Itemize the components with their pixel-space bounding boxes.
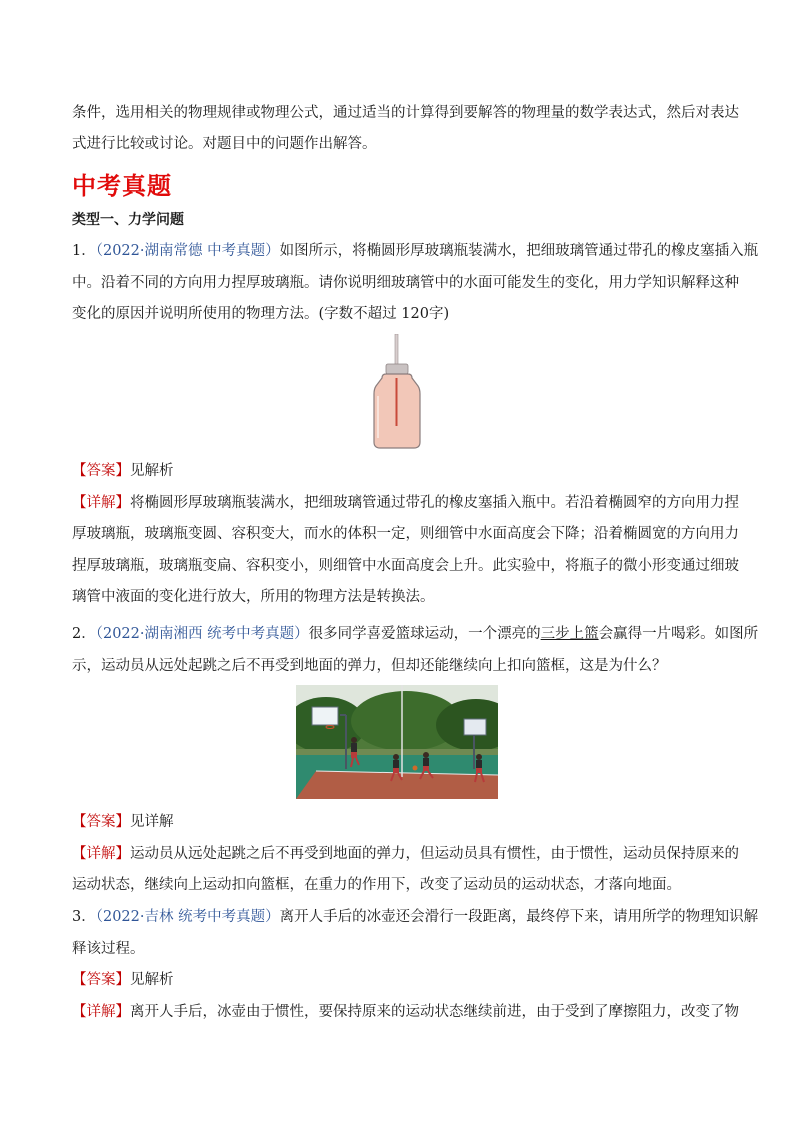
question-2-line [72, 619, 759, 651]
question-number: 2． [72, 626, 96, 642]
question-number: 3． [72, 909, 96, 925]
detail-text: 厚玻璃瓶，玻璃瓶变圆、容积变大，而水的体积一定，则细管中水面高度会下降；沿着椭圆宽的方向用力 [72, 526, 739, 542]
detail-text: 运动员从远处起跳之后不再受到地面的弹力，但运动员具有惯性，由于惯性，运动员保持原来的 [130, 845, 739, 862]
question-source: （2022·吉林 统考中考真题） [95, 909, 280, 925]
question-text: 变化的原因并说明所使用的物理方法。(字数不超过 120字) [72, 306, 450, 322]
question-text: 释该过程。 [72, 940, 145, 957]
question-2 [72, 619, 759, 682]
answer-tag: 【答案】 [72, 814, 130, 830]
answer-text: 见解析 [130, 972, 174, 988]
detail-line [72, 488, 739, 520]
detail-text: 璃管中液面的变化进行放大，所用的物理方法是转换法。 [72, 589, 435, 605]
question-text: 中。沿着不同的方向用力捏厚玻璃瓶。请你说明细玻璃管中的水面可能发生的变化，用力学知识解释这种 [72, 274, 739, 291]
basketball-photo [296, 685, 498, 799]
backboard [464, 719, 486, 735]
question-1 [72, 236, 759, 331]
court-red-area [296, 771, 498, 799]
detail-text: 运动状态，继续向上运动扣向篮框，在重力的作用下，改变了运动员的运动状态，才落向地面。 [72, 877, 681, 893]
underlined-term: 三步上篮 [540, 626, 599, 642]
answer-text: 见详解 [130, 814, 174, 830]
answer-line [72, 965, 722, 997]
detail-text: 捏厚玻璃瓶，玻璃瓶变扁、容积变小，则细管中水面高度会上升。此实验中，将瓶子的微小形变通过细玻 [72, 557, 739, 574]
subsection-heading: 类型一、力学问题 [72, 212, 184, 228]
question-text: 离开人手后的冰壶还会滑行一段距离，最终停下来，请用所学的物理知识解 [279, 909, 759, 925]
intro-line: 条件，选用相关的物理规律或物理公式，通过适当的计算得到要解答的物理量的数学表达式，然后对表达 [72, 105, 739, 121]
backboard [312, 707, 338, 725]
answer-line [72, 456, 722, 488]
detail-tag: 【详解】 [72, 845, 130, 862]
question-2-answer [72, 807, 739, 902]
detail-line [72, 839, 739, 871]
question-1-line [72, 236, 759, 268]
question-text: 很多同学喜爱篮球运动，一个漂亮的 [308, 626, 541, 642]
question-1-answer [72, 456, 739, 614]
question-source: （2022·湖南湘西 统考中考真题） [95, 626, 309, 642]
answer-line [72, 807, 722, 839]
detail-line [72, 997, 739, 1029]
answer-tag: 【答案】 [72, 972, 130, 988]
detail-text: 将椭圆形厚玻璃瓶装满水，把细玻璃管通过带孔的橡皮塞插入瓶中。若沿着椭圆窄的方向用力捏 [130, 494, 739, 511]
question-text: 会赢得一片喝彩。如图所 [598, 626, 759, 642]
answer-text: 见解析 [130, 463, 174, 479]
question-3-line [72, 902, 759, 934]
question-text: 如图所示，将椭圆形厚玻璃瓶装满水，把细玻璃管通过带孔的橡皮塞插入瓶 [279, 243, 759, 259]
answer-tag: 【答案】 [72, 463, 130, 479]
intro-paragraph [72, 98, 739, 160]
detail-tag: 【详解】 [72, 494, 130, 511]
question-number: 1． [72, 243, 96, 259]
question-source: （2022·湖南常德 中考真题） [95, 243, 280, 259]
intro-line: 式进行比较或讨论。对题目中的问题作出解答。 [72, 136, 377, 152]
section-title: 中考真题 [72, 172, 172, 200]
water-column [396, 378, 398, 426]
glass-bottle-figure [368, 334, 428, 450]
rubber-stopper [386, 364, 408, 374]
detail-tag: 【详解】 [72, 1003, 130, 1020]
detail-text: 离开人手后，冰壶由于惯性，要保持原来的运动状态继续前进，由于受到了摩擦阻力，改变了物 [130, 1003, 739, 1020]
question-text: 示，运动员从远处起跳之后不再受到地面的弹力，但却还能继续向上扣向篮框，这是为什么？ [72, 657, 667, 674]
question-3 [72, 902, 759, 1028]
